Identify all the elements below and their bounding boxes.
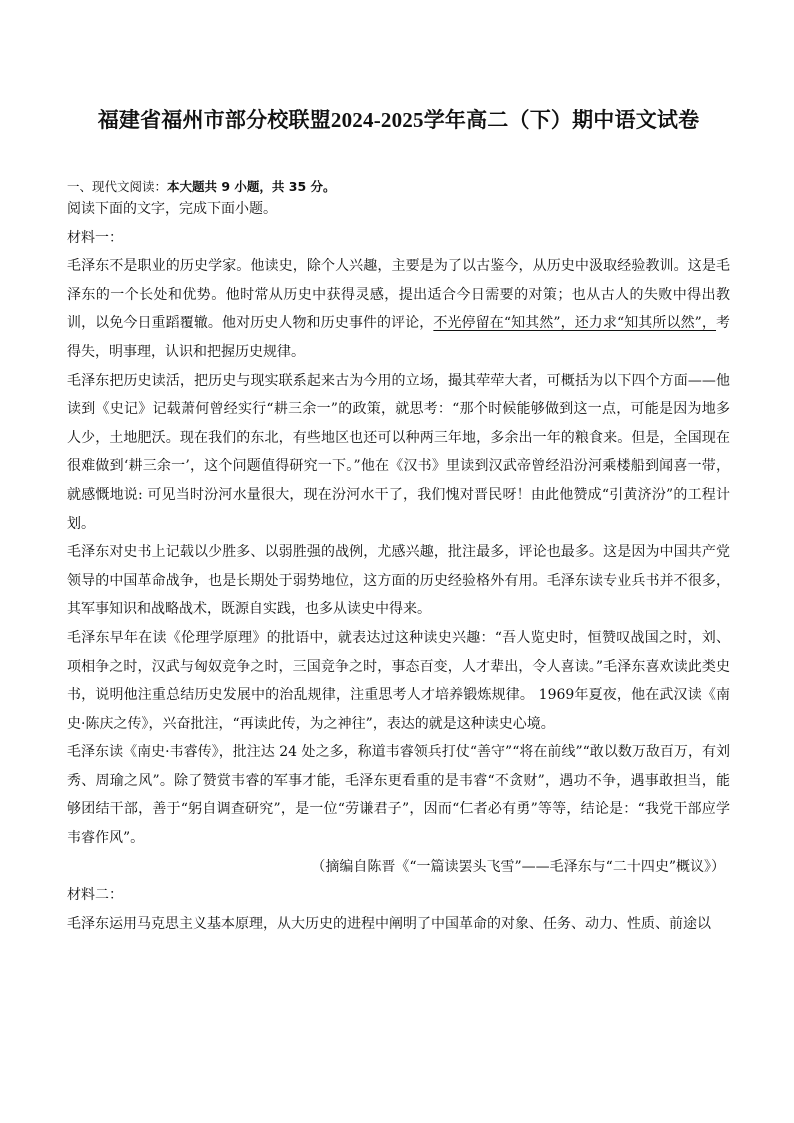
material-one-paragraph-2: 毛泽东把历史读活，把历史与现实联系起来古为今用的立场，撮其荦荦大者，可概括为以下四个方面——他读到《史记》记载萧何曾经实行“耕三余一”的政策，就思考：“那个时候能够做到这一点，可能是因为地多人少，土地肥沃。现在我们的东北，有些地区也还可以种两三年地，多余出一年的粮食来。但是，全国现在很难做到‘耕三余一’，这个问题值得研究一下。”他在《汉书》里读到汉武帝曾经沿汾河乘楼船到闻喜一带，就感慨地说: 可见当时汾河水量很大，现在汾河水干了，我们愧对晋民呀！由此他赞成“引黄济汾”的工程计划。 bbox=[67, 372, 730, 532]
material-one-label: 材料一： bbox=[67, 229, 123, 246]
paragraph-text: 毛泽东不是职业的历史学家。他读史，除个人兴趣，主要是为了以古鉴今，从历史中汲取经验教训。这是毛泽东的一个长处和优势。他时常从历史中获得灵感，提出适合今日需要的对策；也从古人的失败中得出教训，以免今日重蹈覆辙。他对历史人物和历史事件的评论， bbox=[67, 258, 730, 332]
paragraph-text: 考得失，明事理，认识和把握历史规律。 bbox=[67, 315, 731, 360]
material-two-paragraph-1: 毛泽东运用马克思主义基本原理，从大历史的进程中阐明了中国革命的对象、任务、动力、性质、前途以 bbox=[67, 915, 711, 932]
underlined-phrase: 不光停留在“知其然”，还力求“知其所以然”， bbox=[433, 315, 717, 332]
material-one-paragraph-1 bbox=[67, 252, 730, 366]
material-one-paragraph-5: 毛泽东读《南史·韦睿传》，批注达 24 处之多，称道韦睿领兵打仗“善守”“将在前线”“敢以数万敌百万，有刘秀、周瑜之风”。除了赞赏韦睿的军事才能，毛泽东更看重的是韦睿“不贪财”，遇功不争，遇事敢担当，能够团结干部，善于“躬自调查研究”，是一位“劳谦君子”，因而“仁者必有勇”等等，结论是：“我党干部应学韦睿作风”。 bbox=[67, 744, 730, 847]
section-number: 一、现代文阅读： bbox=[67, 179, 168, 194]
material-one-paragraph-3: 毛泽东对史书上记载以少胜多、以弱胜强的战例，尤感兴趣，批注最多，评论也最多。这是因为中国共产党领导的中国革命战争，也是长期处于弱势地位，这方面的历史经验格外有用。毛泽东读专业兵书并不很多，其军事知识和战略战术，既源自实践，也多从读史中得来。 bbox=[67, 544, 730, 618]
document-title: 福建省福州市部分校联盟2024-2025学年高二（下）期中语文试卷 bbox=[97, 108, 700, 132]
reading-instruction: 阅读下面的文字，完成下面小题。 bbox=[67, 201, 277, 217]
material-one-source: （摘编自陈晋《“一篇读罢头飞雪”——毛泽东与“二十四史”概议》） bbox=[311, 858, 725, 875]
material-two-label: 材料二： bbox=[67, 887, 123, 904]
section-heading bbox=[67, 179, 730, 195]
material-one-paragraph-4: 毛泽东早年在读《伦理学原理》的批语中，就表达过这种读史兴趣：“吾人览史时，恒赞叹战国之时，刘、项相争之时，汉武与匈奴竞争之时，三国竞争之时，事态百变，人才辈出，令人喜读。”毛泽东喜欢读此类史书，说明他注重总结历史发展中的治乱规律，注重思考人才培养锻炼规律。 1969年夏夜，他在武汉读《南史·陈庆之传》，兴奋批注，“再读此传，为之神往”，表达的就是这种读史心境。 bbox=[67, 629, 730, 732]
section-description: 本大题共 9 小题，共 35 分。 bbox=[167, 179, 336, 194]
